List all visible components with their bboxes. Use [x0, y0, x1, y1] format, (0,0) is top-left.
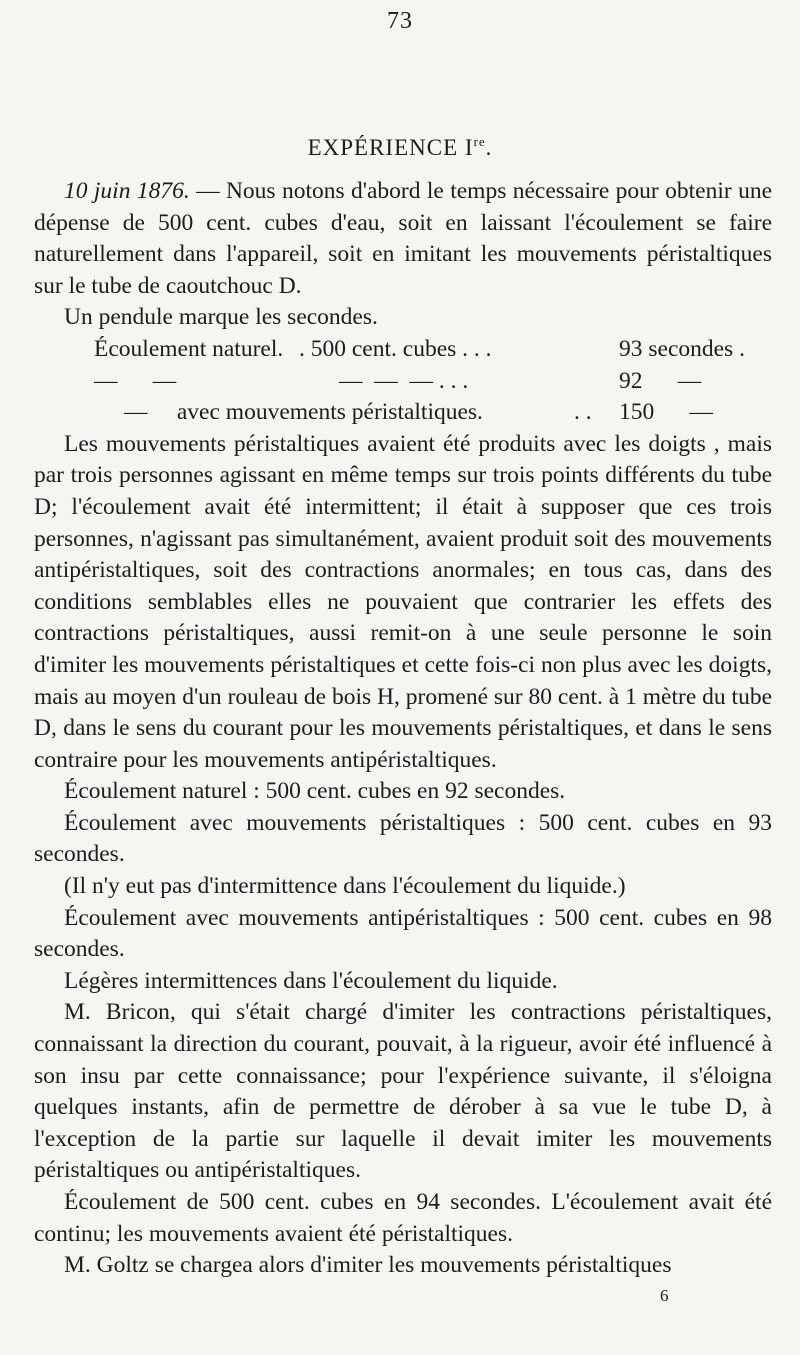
table-row [34, 366, 772, 398]
intro-text: — Nous notons d'abord le temps nécessaire pour obtenir une dépense de 500 cent. cubes d'eau, soit en laissant l'écoulement se faire naturellement dans l'appareil, soit en imitant les mouvements péristaltiques sur le tube de caoutchouc D. [34, 178, 772, 299]
heading-text: EXPÉRIENCE I [307, 135, 474, 160]
signature-mark: 6 [660, 1286, 669, 1305]
paragraph: Écoulement naturel : 500 cent. cubes en 92 secondes. [64, 778, 566, 805]
paragraph: Écoulement de 500 cent. cubes en 94 secondes. L'écoulement avait été continu; les mouvements avaient été péristaltiques. [34, 1189, 772, 1247]
paragraph: Écoulement avec mouvements antipéristaltiques : 500 cent. cubes en 98 secondes. [34, 904, 772, 963]
row-mid: — — — . . . [339, 367, 469, 394]
paragraph: Les mouvements péristaltiques avaient été produits avec les doigts , mais par trois personnes agissant en même temps sur trois points différents du tube D; l'écoulement avait été intermittent; il était à supposer que ces trois personnes, n'agissant pas simultanément, avaient produit soit des mouvements antipéristaltiques, soit des contractions anormales; en tous cas, dans des conditions semblables elles ne pouvaient que contrarier les effets des contractions péristaltiques, aussi remit-on à une seule personne le soin d'imiter les mouvements péristaltiques et cette fois-ci non plus avec les doigts, mais au moyen d'un rouleau de bois H, promené sur 80 cent. à 1 mètre du tube D, dans le sens du courant pour les mouvements péristaltiques, et dans le sens contraire pour les mouvements antipéristaltiques. [34, 430, 772, 773]
paragraph: Légères intermittences dans l'écoulement du liquide. [64, 967, 558, 994]
paragraph: Écoulement avec mouvements péristaltiques : 500 cent. cubes en 93 secondes. [34, 809, 772, 868]
row-value: 150 — [619, 399, 713, 426]
intro-paragraph [34, 176, 772, 302]
paragraph: M. Goltz se chargea alors d'imiter les mouvements péristaltiques [64, 1252, 672, 1279]
paragraph: M. Bricon, qui s'était chargé d'imiter les contractions péristaltiques, connaissant la direction du courant, pouvait, à la rigueur, avoir été influencé à son insu par cette connaissance; pour l'expérience suivante, il s'éloigna quelques instants, afin de permettre de dérober à sa vue le tube D, à l'exception de la partie sur laquelle il devait imiter les mouvements péristaltiques ou antipéristaltiques. [34, 999, 772, 1184]
paragraph: (Il n'y eut pas d'intermittence dans l'écoulement du liquide.) [64, 873, 626, 900]
body-text [34, 176, 772, 1282]
row-label: — — [94, 367, 177, 394]
section-heading [0, 134, 800, 161]
intro-date: 10 juin 1876. [64, 178, 190, 204]
heading-sup: re [473, 134, 486, 149]
measurement-table [34, 334, 772, 429]
page-number: 73 [387, 8, 413, 34]
row-label: — avec mouvements péristaltiques. [124, 399, 483, 426]
row-mid: . 500 cent. cubes . . . [299, 335, 492, 362]
pendulum-line: Un pendule marque les secondes. [64, 304, 378, 331]
table-row [34, 334, 772, 366]
table-row [34, 397, 772, 429]
row-label: Écoulement naturel. [94, 335, 284, 362]
row-mid: . . [574, 399, 592, 426]
row-value: 92 — [619, 367, 702, 394]
row-value: 93 secondes . [619, 335, 745, 362]
heading-dot: . [485, 135, 493, 160]
